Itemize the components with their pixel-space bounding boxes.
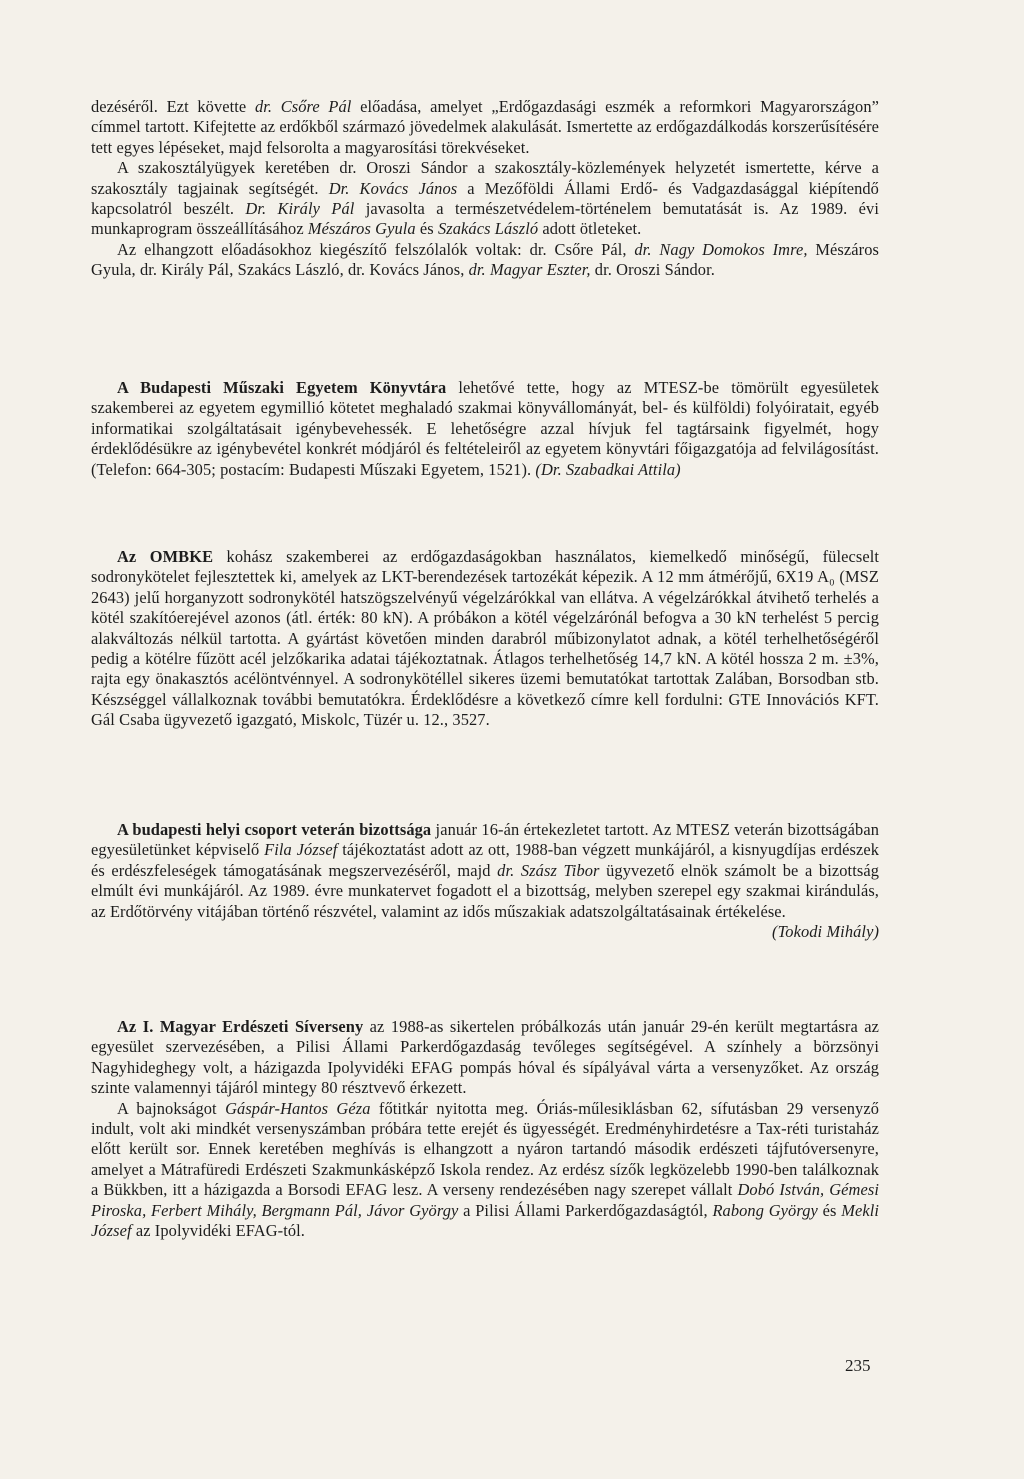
bold-lead: A budapesti helyi csoport veterán bizottsága bbox=[117, 820, 432, 839]
italic-name: Gáspár-Hantos Géza bbox=[225, 1098, 371, 1118]
italic-name: (Dr. Szabadkai Attila) bbox=[535, 459, 681, 479]
text-run: kohász szakemberei az erdőgazdaságokban használatos, kiemelkedő minőségű, fülecselt sodronykötelet fejlesztettek ki, amelyek az LKT-berendezések tartozékát képezik. A 12 mm átmérőjű, 6X19 A₀ (MSZ 2643) jelű horganyzott sodronykötél hatszögszelvényű végelzárókkal van ellátva. A végelzárókkal átvihető terhelés a kötél szakítóerejével azonos (átl. érték: 80 kN). A próbákon a kötél végelzárónál befogva a 30 kN terhelést 5 percig alakváltozás nélkül tartotta. A gyártást követően minden darabról műbizonylatot adnak, a kötél terhelhetőségéről pedig a kötélre fűzött acél jelzőkarika adatai tájékoztatnak. Átlagos terhelhetőség 14,7 kN. A kötél hossza 2 m. ±3%, rajta egy önakasztós acélöntvénnyel. A sodronykötéllel sikeres üzemi bemutatókat tartottak Zalában, Borsodban stb. Készséggel vállalkoznak további bemutatókra. Érdeklődésre a következő címre kell fordulni: GTE Innovációs KFT. Gál Csaba ügyvezető igazgató, Miskolc, Tüzér u. 12., 3527. bbox=[91, 547, 880, 730]
italic-name: Rabong György bbox=[712, 1200, 818, 1220]
text-run: a Mezőföldi Állami Erdő- és Vadgazdasággal kiépítendő kapcsolatról beszélt. bbox=[91, 178, 879, 219]
italic-name: Mekli József bbox=[91, 1200, 880, 1241]
text-run: adott ötleteket. bbox=[538, 219, 642, 239]
italic-name: dr. Nagy Domokos Imre, bbox=[634, 239, 808, 259]
text-run: Mészáros Gyula, dr. Király Pál, Szakács László, dr. Kovács János, bbox=[91, 239, 879, 280]
text-run: dezéséről. Ezt követte bbox=[91, 97, 255, 116]
section-veteran-committee bbox=[91, 820, 879, 942]
italic-name: Dr. Király Pál bbox=[245, 199, 355, 219]
paragraph bbox=[91, 97, 879, 158]
italic-name: dr. Szász Tibor bbox=[497, 860, 600, 880]
section-csore-lecture bbox=[91, 97, 879, 281]
italic-name: Szakács László bbox=[437, 219, 539, 239]
paragraph bbox=[91, 547, 879, 731]
italic-name: dr. Csőre Pál bbox=[254, 97, 352, 116]
paragraph bbox=[91, 1099, 879, 1242]
paragraph bbox=[91, 158, 879, 240]
bold-lead: Az OMBKE bbox=[117, 547, 214, 566]
text-run: Az elhangzott előadásokhoz kiegészítő felszólalók voltak: dr. Csőre Pál, bbox=[117, 239, 635, 259]
text-run: az Ipolyvidéki EFAG-tól. bbox=[131, 1221, 306, 1241]
italic-name: (Tokodi Mihály) bbox=[772, 922, 879, 942]
text-run: a Pilisi Állami Parkerdőgazdaságtól, bbox=[458, 1200, 713, 1220]
page-number: 235 bbox=[845, 1356, 871, 1375]
italic-name: Mészáros Gyula bbox=[307, 219, 416, 239]
text-run: lehetővé tette, hogy az MTESZ-be tömörült egyesületek szakemberei az egyetem egymillió kötetet meghaladó szakmai könyvállományát, bel- és külföldi) folyóiratait, egyéb informatikai szolgáltatásait igénybevehessék. E lehetőségre azzal hívjuk fel tagtársaink figyelmét, hogy érdeklődésükre az igénybevétel konkrét módjáról és feltételeiről az egyetem könyvtári főigazgatója ad felvilágosítást. (Telefon: 664-305; postacím: Budapesti Műszaki Egyetem, 1521). bbox=[91, 378, 879, 479]
text-run: tájékoztatást adott az ott, 1988-ban végzett munkájáról, a kisnyugdíjas erdészek és erdészfeleségek támogatásának megszervezéséről, majd bbox=[91, 840, 879, 880]
text-run: az 1988-as sikertelen próbálkozás után január 29-én került megtartásra az egyesület szervezésében, a Pilisi Állami Parkerdőgazdaság tevőleges segítségével. A színhely a börzsönyi Nagyhideghegy volt, a házigazda Ipolyvidéki EFAG pompás hóval és sípályával várta a versenyzőket. Az ország szinte valamennyi tájáról mintegy 80 résztvevő érkezett. bbox=[91, 1017, 879, 1098]
text-run: január 16-án értekezletet tartott. Az MTESZ veterán bizottságában egyesületünket képviselő bbox=[91, 820, 879, 860]
paragraph bbox=[91, 1017, 879, 1099]
paragraph bbox=[91, 820, 879, 922]
section-bme-library bbox=[91, 378, 879, 480]
italic-name: Dobó István, Gémesi Piroska, Ferbert Mihály, Bergmann Pál, Jávor György bbox=[91, 1180, 879, 1220]
text-run: javasolta a természetvédelem-történelem bemutatását is. Az 1989. évi munkaprogram összeállításához bbox=[91, 199, 879, 239]
paragraph bbox=[91, 922, 879, 942]
text-run: ügyvezető elnök számolt be a bizottság elmúlt évi munkájáról. Az 1989. évre munkatervet fogadott el a bizottság, melyben szerepel egy szakmai kirándulás, az Erdőtörvény vitájában történő részvétel, valamint az idős műszakiak adatszolgáltatásainak értékelése. bbox=[91, 860, 880, 921]
paragraph bbox=[91, 240, 879, 281]
text-run: A szakosztályügyek keretében dr. Oroszi Sándor a szakosztály-közlemények helyzetét ismertette, kérve a szakosztály tagjainak segítségét. bbox=[91, 158, 879, 198]
text-run: előadása, amelyet „Erdőgazdasági eszmék a reformkori Magyarországon” címmel tartott. Kifejtette az erdőkből származó jövedelmek alakulását. Ismertette az erdőgazdálkodás korszerűsítésére tett egyes lépéseket, majd felsorolta a magyarosítási törekvéseket. bbox=[91, 97, 879, 157]
italic-name: Dr. Kovács János bbox=[328, 178, 458, 198]
section-ski-race bbox=[91, 1017, 879, 1241]
italic-name: Fila József bbox=[264, 840, 338, 860]
italic-name: dr. Magyar Eszter, bbox=[468, 260, 591, 280]
paragraph bbox=[91, 378, 879, 480]
text-run: A bajnokságot bbox=[117, 1098, 226, 1118]
text-run: főtitkár nyitotta meg. Óriás-műlesiklásban 62, sífutásban 29 versenyző indult, volt aki mindkét versenyszámban próbára tette erejét és ügyességét. Eredményhirdetésre a Tax-réti turistaház előtt került sor. Ennek keretében meghívás is elhangzott a nyáron tartandó második erdészeti tájfutóversenyre, amelyet a Mátrafüredi Erdészeti Szakmunkásképző Iskola rendez. Az erdész sízők legközelebb 1990-ben találkoznak a Bükkben, itt a házigazda a Borsodi EFAG lesz. A verseny rendezésében nagy szerepet vállalt bbox=[91, 1098, 879, 1200]
bold-lead: A Budapesti Műszaki Egyetem Könyvtára bbox=[117, 378, 447, 397]
text-run: és bbox=[817, 1200, 842, 1220]
text-run: dr. Oroszi Sándor. bbox=[590, 260, 715, 280]
bold-lead: Az I. Magyar Erdészeti Síverseny bbox=[117, 1017, 364, 1036]
section-ombke-rope bbox=[91, 547, 879, 731]
text-run: és bbox=[415, 219, 438, 239]
